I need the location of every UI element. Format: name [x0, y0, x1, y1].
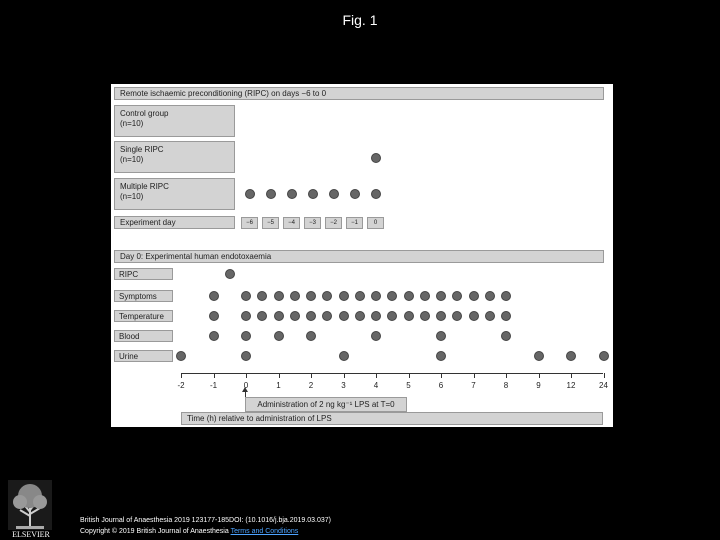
temperature-sample-dot: [371, 311, 381, 321]
time-axis-tick: [539, 373, 540, 378]
row-label-temperature: Temperature: [114, 310, 173, 322]
symptoms-sample-dot: [322, 291, 332, 301]
time-axis-tick: [181, 373, 182, 378]
temperature-sample-dot: [452, 311, 462, 321]
temperature-sample-dot: [274, 311, 284, 321]
section2-header: Day 0: Experimental human endotoxaemia: [114, 250, 604, 263]
temperature-sample-dot: [290, 311, 300, 321]
multiple-ripc-dot: [350, 189, 360, 199]
time-axis-tick: [506, 373, 507, 378]
blood-sample-dot: [241, 331, 251, 341]
temperature-sample-dot: [322, 311, 332, 321]
footer: [80, 515, 331, 537]
temperature-sample-dot: [241, 311, 251, 321]
experiment-day-box: −3: [304, 217, 321, 229]
blood-sample-dot: [501, 331, 511, 341]
symptoms-sample-dot: [209, 291, 219, 301]
temperature-sample-dot: [485, 311, 495, 321]
blood-sample-dot: [209, 331, 219, 341]
ripc-sample-dot: [225, 269, 235, 279]
time-axis-tick-label: 6: [438, 381, 444, 390]
urine-sample-dot: [339, 351, 349, 361]
group-single-ripc: [114, 141, 235, 173]
figure-panel: [111, 84, 613, 427]
symptoms-sample-dot: [274, 291, 284, 301]
time-axis-tick-label: 0: [243, 381, 249, 390]
experiment-day-box: −1: [346, 217, 363, 229]
symptoms-sample-dot: [290, 291, 300, 301]
multiple-ripc-dot: [287, 189, 297, 199]
figure-title: Fig. 1: [342, 12, 378, 28]
group-control-name: Control group: [120, 109, 169, 118]
experiment-day-box: −2: [325, 217, 342, 229]
time-axis-line: [181, 373, 603, 374]
time-axis-tick-label: -1: [209, 381, 218, 390]
time-axis-tick: [376, 373, 377, 378]
temperature-sample-dot: [387, 311, 397, 321]
time-axis-tick-label: 12: [566, 381, 576, 390]
multiple-ripc-dot: [245, 189, 255, 199]
symptoms-sample-dot: [420, 291, 430, 301]
copyright-line: [80, 526, 331, 537]
section1-header: Remote ischaemic preconditioning (RIPC) on days −6 to 0: [114, 87, 604, 100]
temperature-sample-dot: [404, 311, 414, 321]
group-single-name: Single RIPC: [120, 145, 164, 154]
row-label-urine: Urine: [114, 350, 173, 362]
elsevier-logo-text: ELSEVIER: [12, 530, 50, 539]
multiple-ripc-dot: [266, 189, 276, 199]
temperature-sample-dot: [436, 311, 446, 321]
urine-sample-dot: [599, 351, 609, 361]
temperature-sample-dot: [306, 311, 316, 321]
urine-sample-dot: [176, 351, 186, 361]
time-axis-tick-label: 24: [599, 381, 608, 390]
urine-sample-dot: [241, 351, 251, 361]
experiment-day-box: −4: [283, 217, 300, 229]
time-axis-tick: [344, 373, 345, 378]
symptoms-sample-dot: [452, 291, 462, 301]
symptoms-sample-dot: [371, 291, 381, 301]
group-control-n: (n=10): [120, 119, 144, 128]
time-axis-tick: [246, 373, 247, 378]
time-axis-tick-label: -2: [177, 381, 185, 390]
temperature-sample-dot: [257, 311, 267, 321]
experiment-day-box: −6: [241, 217, 258, 229]
multiple-ripc-dot: [371, 189, 381, 199]
temperature-sample-dot: [469, 311, 479, 321]
experiment-day-box: −5: [262, 217, 279, 229]
group-multiple-n: (n=10): [120, 192, 144, 201]
symptoms-sample-dot: [257, 291, 267, 301]
time-axis-tick-label: 8: [503, 381, 509, 390]
temperature-sample-dot: [355, 311, 365, 321]
symptoms-sample-dot: [404, 291, 414, 301]
symptoms-sample-dot: [436, 291, 446, 301]
blood-sample-dot: [436, 331, 446, 341]
time-axis-tick-label: 1: [276, 381, 281, 390]
time-axis-tick-label: 7: [471, 381, 476, 390]
copyright: Copyright © 2019 British Journal of Anaesthesia: [80, 528, 229, 535]
single-ripc-dot: [371, 153, 381, 163]
symptoms-sample-dot: [339, 291, 349, 301]
temperature-sample-dot: [501, 311, 511, 321]
symptoms-sample-dot: [501, 291, 511, 301]
symptoms-sample-dot: [355, 291, 365, 301]
row-label-symptoms: Symptoms: [114, 290, 173, 302]
urine-sample-dot: [534, 351, 544, 361]
lps-administration-label: Administration of 2 ng kg⁻¹ LPS at T=0: [245, 397, 407, 412]
time-axis-tick: [441, 373, 442, 378]
terms-link[interactable]: Terms and Conditions: [230, 528, 299, 535]
symptoms-sample-dot: [306, 291, 316, 301]
group-single-n: (n=10): [120, 155, 144, 164]
temperature-sample-dot: [420, 311, 430, 321]
temperature-sample-dot: [339, 311, 349, 321]
time-axis-tick: [409, 373, 410, 378]
blood-sample-dot: [274, 331, 284, 341]
time-axis-tick: [311, 373, 312, 378]
experiment-day-box: 0: [367, 217, 384, 229]
group-multiple-ripc: [114, 178, 235, 210]
experiment-day-label: Experiment day: [114, 216, 235, 229]
urine-sample-dot: [436, 351, 446, 361]
time-axis-tick: [604, 373, 605, 378]
time-axis-tick: [279, 373, 280, 378]
symptoms-sample-dot: [387, 291, 397, 301]
group-multiple-name: Multiple RIPC: [120, 182, 169, 191]
symptoms-sample-dot: [469, 291, 479, 301]
time-axis-tick-label: 3: [341, 381, 346, 390]
time-axis-tick-label: 4: [373, 381, 379, 390]
time-axis-tick-label: 2: [308, 381, 314, 390]
symptoms-sample-dot: [241, 291, 251, 301]
multiple-ripc-dot: [329, 189, 339, 199]
time-axis-tick: [214, 373, 215, 378]
group-control: [114, 105, 235, 137]
row-label-ripc: RIPC: [114, 268, 173, 280]
urine-sample-dot: [566, 351, 576, 361]
multiple-ripc-dot: [308, 189, 318, 199]
symptoms-sample-dot: [485, 291, 495, 301]
time-axis-label: Time (h) relative to administration of LPS: [181, 412, 603, 425]
blood-sample-dot: [371, 331, 381, 341]
time-axis-tick-label: 9: [536, 381, 541, 390]
elsevier-tree-icon: [8, 480, 52, 536]
blood-sample-dot: [306, 331, 316, 341]
time-axis-tick-label: 5: [406, 381, 411, 390]
temperature-sample-dot: [209, 311, 219, 321]
time-axis-tick: [571, 373, 572, 378]
row-label-blood: Blood: [114, 330, 173, 342]
citation: British Journal of Anaesthesia 2019 123177-185DOI: (10.1016/j.bja.2019.03.037): [80, 517, 332, 524]
time-axis-tick: [474, 373, 475, 378]
